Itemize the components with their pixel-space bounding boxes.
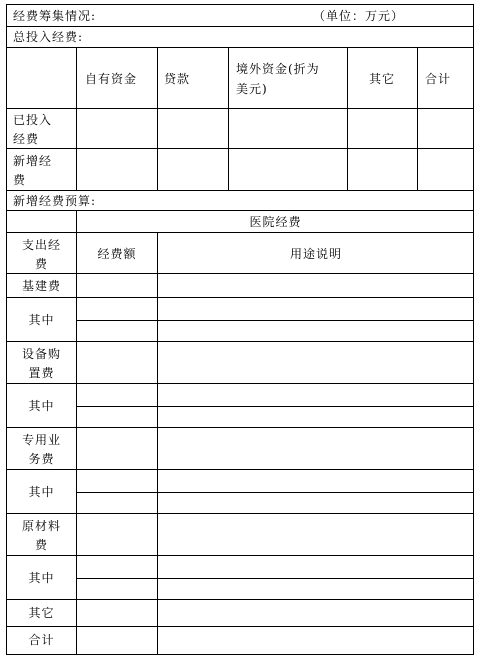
col-overseas-line2: 美元) <box>236 82 268 96</box>
expense-label-line1: 支出经 <box>21 238 61 252</box>
of-which-label-2: 其中 <box>28 399 55 413</box>
hospital-header-row <box>7 211 473 233</box>
other-label: 其它 <box>28 606 55 620</box>
total-investment-label: 总投入经费: <box>13 30 84 44</box>
funding-title: 经费筹集情况: <box>13 9 97 23</box>
total-investment-row <box>7 27 473 48</box>
special-business-label-line1: 专用业 <box>21 433 61 447</box>
of-which-label-4: 其中 <box>28 571 55 585</box>
usage-header: 用途说明 <box>289 247 342 261</box>
of-which-row-4 <box>7 556 473 600</box>
equipment-label-line2: 置费 <box>28 366 55 380</box>
amount-header: 经费额 <box>97 247 137 261</box>
col-other: 其它 <box>369 72 396 86</box>
col-loan: 贷款 <box>164 72 191 86</box>
funding-header-row <box>7 48 473 109</box>
equipment-label-line1: 设备购 <box>21 347 61 361</box>
col-self-funds: 自有资金 <box>85 72 138 86</box>
expense-label-line2: 费 <box>34 257 48 271</box>
invested-label-line1: 已投入 <box>13 113 53 127</box>
of-which-row-1 <box>7 298 473 342</box>
total-row <box>7 627 473 654</box>
raw-materials-label-line1: 原材料 <box>21 519 61 533</box>
unit-label: （单位：万元） <box>313 9 405 23</box>
of-which-row-3 <box>7 470 473 514</box>
funding-form <box>6 4 474 655</box>
hospital-funds-header: 医院经费 <box>249 215 302 229</box>
col-total: 合计 <box>425 72 452 86</box>
new-funding-label-line1: 新增经 <box>13 154 53 168</box>
expense-header-row <box>7 233 473 274</box>
special-business-row <box>7 428 473 470</box>
special-business-label-line2: 务费 <box>28 452 55 466</box>
raw-materials-label-line2: 费 <box>34 538 48 552</box>
of-which-label-3: 其中 <box>28 485 55 499</box>
construction-row <box>7 274 473 298</box>
new-funding-label-line2: 费 <box>13 173 27 187</box>
of-which-row-2 <box>7 384 473 428</box>
col-overseas-line1: 境外资金(折为 <box>236 62 320 76</box>
construction-label: 基建费 <box>21 279 61 293</box>
budget-title-row <box>7 191 473 211</box>
of-which-label-1: 其中 <box>28 313 55 327</box>
other-row <box>7 600 473 627</box>
raw-materials-row <box>7 514 473 556</box>
invested-label-line2: 经费 <box>13 132 40 146</box>
total-label: 合计 <box>28 633 55 647</box>
new-funding-row <box>7 149 473 191</box>
invested-row <box>7 109 473 149</box>
funding-title-row <box>7 5 473 27</box>
equipment-row <box>7 342 473 384</box>
budget-title: 新增经费预算: <box>13 194 97 208</box>
